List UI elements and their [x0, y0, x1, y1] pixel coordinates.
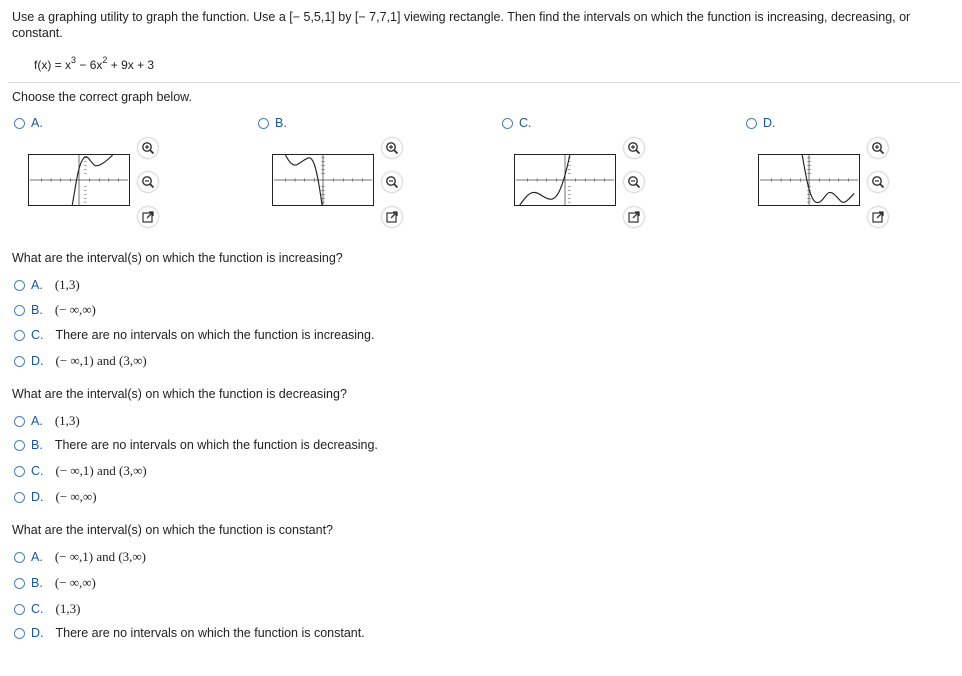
answer-letter: D.: [31, 354, 44, 368]
answer-letter: C.: [31, 328, 44, 342]
problem-statement: Use a graphing utility to graph the function. Use a [− 5,5,1] by [− 7,7,1] viewing rectangle. Then find the intervals on which the function is increasing, decreasing, or constant.: [12, 10, 911, 40]
function-definition: [34, 55, 155, 72]
radio-button[interactable]: [14, 492, 25, 503]
answer-option[interactable]: [14, 413, 80, 429]
graph-thumbnail-b[interactable]: [272, 154, 374, 206]
question-decreasing: What are the interval(s) on which the function is decreasing?: [12, 387, 347, 401]
zoom-out-button[interactable]: [138, 172, 158, 192]
choose-graph-prompt: Choose the correct graph below.: [12, 90, 192, 104]
answer-text: There are no intervals on which the function is constant.: [55, 626, 365, 640]
answer-text: (1,3): [54, 413, 80, 428]
option-label: B.: [275, 116, 287, 130]
answer-letter: A.: [31, 414, 43, 428]
answer-option[interactable]: [14, 489, 97, 505]
radio-button[interactable]: [746, 118, 757, 129]
zoom-out-button[interactable]: [868, 172, 888, 192]
graph-d-plot: [759, 155, 859, 205]
answer-text: (− ∞,∞): [54, 575, 96, 590]
external-link-icon: [385, 210, 399, 224]
zoom-out-icon: [871, 175, 885, 189]
answer-option[interactable]: [14, 601, 80, 617]
answer-text: (− ∞,1) and (3,∞): [55, 463, 147, 478]
expand-button[interactable]: [138, 207, 158, 227]
graph-b-plot: [273, 155, 373, 205]
radio-button[interactable]: [14, 305, 25, 316]
answer-letter: C.: [31, 602, 44, 616]
radio-button[interactable]: [14, 578, 25, 589]
zoom-out-icon: [627, 175, 641, 189]
radio-button[interactable]: [14, 466, 25, 477]
answer-letter: B.: [31, 303, 43, 317]
answer-option[interactable]: [14, 353, 147, 369]
radio-button[interactable]: [14, 440, 25, 451]
answer-option[interactable]: [14, 626, 365, 640]
answer-letter: D.: [31, 626, 44, 640]
zoom-out-icon: [141, 175, 155, 189]
answer-option[interactable]: [14, 438, 378, 452]
expand-button[interactable]: [382, 207, 402, 227]
graph-c-plot: [515, 155, 615, 205]
answer-letter: B.: [31, 576, 43, 590]
answer-letter: D.: [31, 490, 44, 504]
radio-button[interactable]: [14, 280, 25, 291]
radio-button[interactable]: [14, 628, 25, 639]
answer-option[interactable]: [14, 328, 374, 342]
answer-option[interactable]: [14, 575, 96, 591]
answer-letter: A.: [31, 278, 43, 292]
option-label: A.: [31, 116, 43, 130]
answer-text: There are no intervals on which the function is increasing.: [55, 328, 375, 342]
option-label: C.: [519, 116, 532, 130]
zoom-out-button[interactable]: [624, 172, 644, 192]
radio-button[interactable]: [14, 416, 25, 427]
answer-text: (1,3): [54, 277, 80, 292]
graph-thumbnail-d[interactable]: [758, 154, 860, 206]
graph-option-d[interactable]: [746, 116, 776, 130]
radio-button[interactable]: [14, 118, 25, 129]
zoom-in-icon: [385, 141, 399, 155]
divider: [8, 82, 960, 83]
question-increasing: What are the interval(s) on which the function is increasing?: [12, 251, 343, 265]
answer-text: (1,3): [55, 601, 81, 616]
answer-option[interactable]: [14, 549, 146, 565]
zoom-in-icon: [627, 141, 641, 155]
option-label: D.: [763, 116, 776, 130]
graph-thumbnail-c[interactable]: [514, 154, 616, 206]
external-link-icon: [627, 210, 641, 224]
zoom-in-icon: [141, 141, 155, 155]
zoom-in-button[interactable]: [138, 138, 158, 158]
graph-thumbnail-a[interactable]: [28, 154, 130, 206]
function-rhs: + 9x + 3: [107, 58, 155, 72]
function-middle: − 6x: [76, 58, 103, 72]
function-exponent-2: 2: [102, 55, 108, 65]
external-link-icon: [141, 210, 155, 224]
zoom-out-icon: [385, 175, 399, 189]
zoom-in-button[interactable]: [624, 138, 644, 158]
zoom-in-button[interactable]: [868, 138, 888, 158]
graph-option-a[interactable]: [14, 116, 43, 130]
radio-button[interactable]: [258, 118, 269, 129]
answer-letter: A.: [31, 550, 43, 564]
zoom-in-button[interactable]: [382, 138, 402, 158]
radio-button[interactable]: [14, 330, 25, 341]
graph-option-b[interactable]: [258, 116, 287, 130]
zoom-in-icon: [871, 141, 885, 155]
radio-button[interactable]: [14, 356, 25, 367]
answer-letter: C.: [31, 464, 44, 478]
zoom-out-button[interactable]: [382, 172, 402, 192]
answer-option[interactable]: [14, 277, 80, 293]
graph-a-plot: [29, 155, 129, 205]
radio-button[interactable]: [14, 604, 25, 615]
answer-text: There are no intervals on which the function is decreasing.: [54, 438, 378, 452]
answer-option[interactable]: [14, 463, 147, 479]
answer-text: (− ∞,∞): [55, 489, 97, 504]
radio-button[interactable]: [502, 118, 513, 129]
function-exponent-3: 3: [71, 55, 77, 65]
external-link-icon: [871, 210, 885, 224]
graph-option-c[interactable]: [502, 116, 532, 130]
answer-text: (− ∞,1) and (3,∞): [54, 549, 147, 564]
expand-button[interactable]: [624, 207, 644, 227]
expand-button[interactable]: [868, 207, 888, 227]
answer-text: (− ∞,∞): [54, 302, 96, 317]
radio-button[interactable]: [14, 552, 25, 563]
question-constant: What are the interval(s) on which the function is constant?: [12, 523, 333, 537]
answer-option[interactable]: [14, 302, 96, 318]
answer-letter: B.: [31, 438, 43, 452]
answer-text: (− ∞,1) and (3,∞): [55, 353, 147, 368]
function-lhs: f(x) = x: [34, 58, 72, 72]
